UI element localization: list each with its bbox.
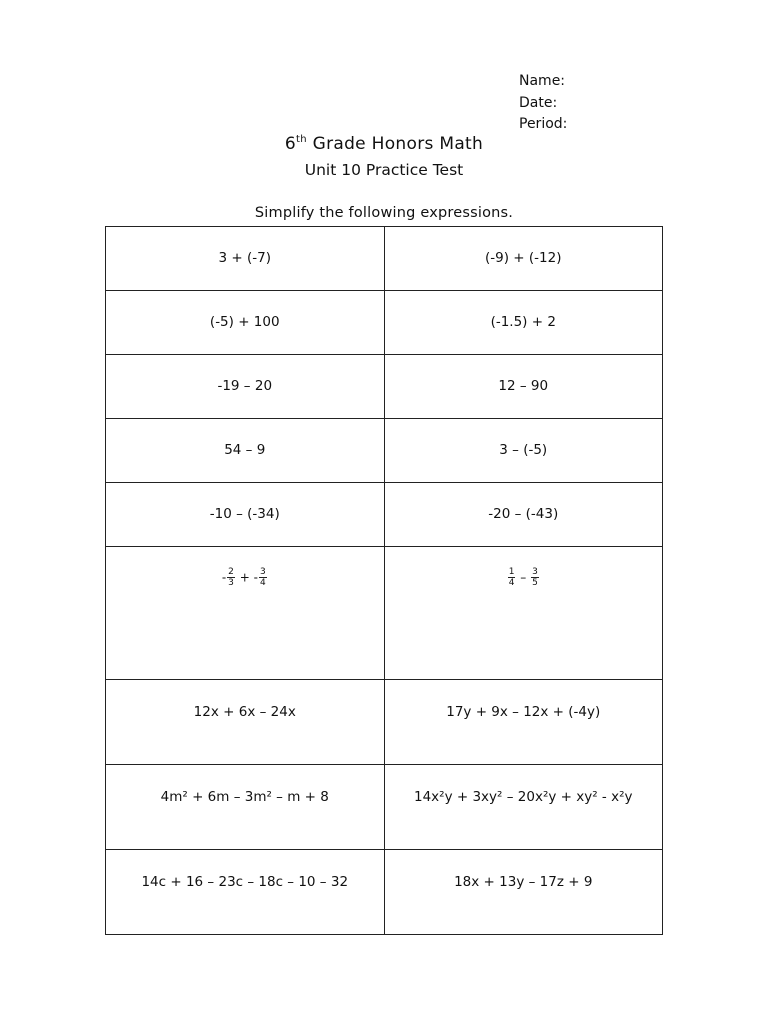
problem-cell: 3 – (-5) — [384, 419, 663, 483]
problem-cell: -19 – 20 — [106, 355, 385, 419]
fraction — [227, 567, 235, 588]
table-row — [106, 765, 663, 850]
table-row — [106, 291, 663, 355]
fraction — [531, 567, 539, 588]
table-row — [106, 850, 663, 935]
fraction-numerator: 3 — [532, 567, 538, 577]
problem-cell: 12x + 6x – 24x — [106, 680, 385, 765]
student-info-fields — [519, 71, 567, 136]
fraction-denominator: 4 — [508, 578, 515, 588]
date-label: Date: — [519, 94, 558, 111]
problem-cell: 12 – 90 — [384, 355, 663, 419]
negative-sign: - — [253, 570, 258, 585]
page-title — [0, 134, 768, 154]
instructions: Simplify the following expressions. — [254, 205, 514, 221]
title-ordinal-suffix: th — [296, 134, 307, 145]
problem-cell: 18x + 13y – 17z + 9 — [384, 850, 663, 935]
table-row — [106, 547, 663, 680]
operator: + — [235, 570, 254, 585]
problem-cell: -10 – (-34) — [106, 483, 385, 547]
table-row — [106, 419, 663, 483]
problem-cell: 4m² + 6m – 3m² – m + 8 — [106, 765, 385, 850]
table-row — [106, 483, 663, 547]
problem-cell: 14x²y + 3xy² – 20x²y + xy² - x²y — [384, 765, 663, 850]
fraction-denominator: 4 — [259, 578, 266, 588]
operator: – — [516, 570, 531, 585]
table-row — [106, 355, 663, 419]
problem-cell: (-9) + (-12) — [384, 227, 663, 291]
fraction-problem-cell — [384, 547, 663, 680]
problem-cell: 17y + 9x – 12x + (-4y) — [384, 680, 663, 765]
title-rest: Grade Honors Math — [306, 134, 484, 154]
fraction — [508, 567, 516, 588]
fraction-problem-cell — [106, 547, 385, 680]
problems-table — [105, 226, 663, 935]
problem-cell: 54 – 9 — [106, 419, 385, 483]
problem-cell: (-1.5) + 2 — [384, 291, 663, 355]
fraction — [259, 567, 267, 588]
title-grade: 6 — [284, 134, 297, 154]
negative-sign: - — [221, 570, 227, 585]
problem-cell: (-5) + 100 — [106, 291, 385, 355]
page-subtitle: Unit 10 Practice Test — [304, 161, 464, 179]
fraction-numerator: 2 — [228, 567, 234, 577]
fraction-denominator: 5 — [532, 578, 538, 588]
name-label: Name: — [519, 73, 566, 89]
fraction-denominator: 3 — [228, 578, 234, 588]
problem-cell: 3 + (-7) — [106, 227, 385, 291]
fraction-numerator: 1 — [508, 567, 515, 577]
problem-cell: -20 – (-43) — [384, 483, 663, 547]
fraction-numerator: 3 — [259, 567, 266, 577]
problem-cell: 14c + 16 – 23c – 18c – 10 – 32 — [106, 850, 385, 935]
table-row — [106, 227, 663, 291]
table-row — [106, 680, 663, 765]
period-label: Period: — [519, 116, 568, 132]
